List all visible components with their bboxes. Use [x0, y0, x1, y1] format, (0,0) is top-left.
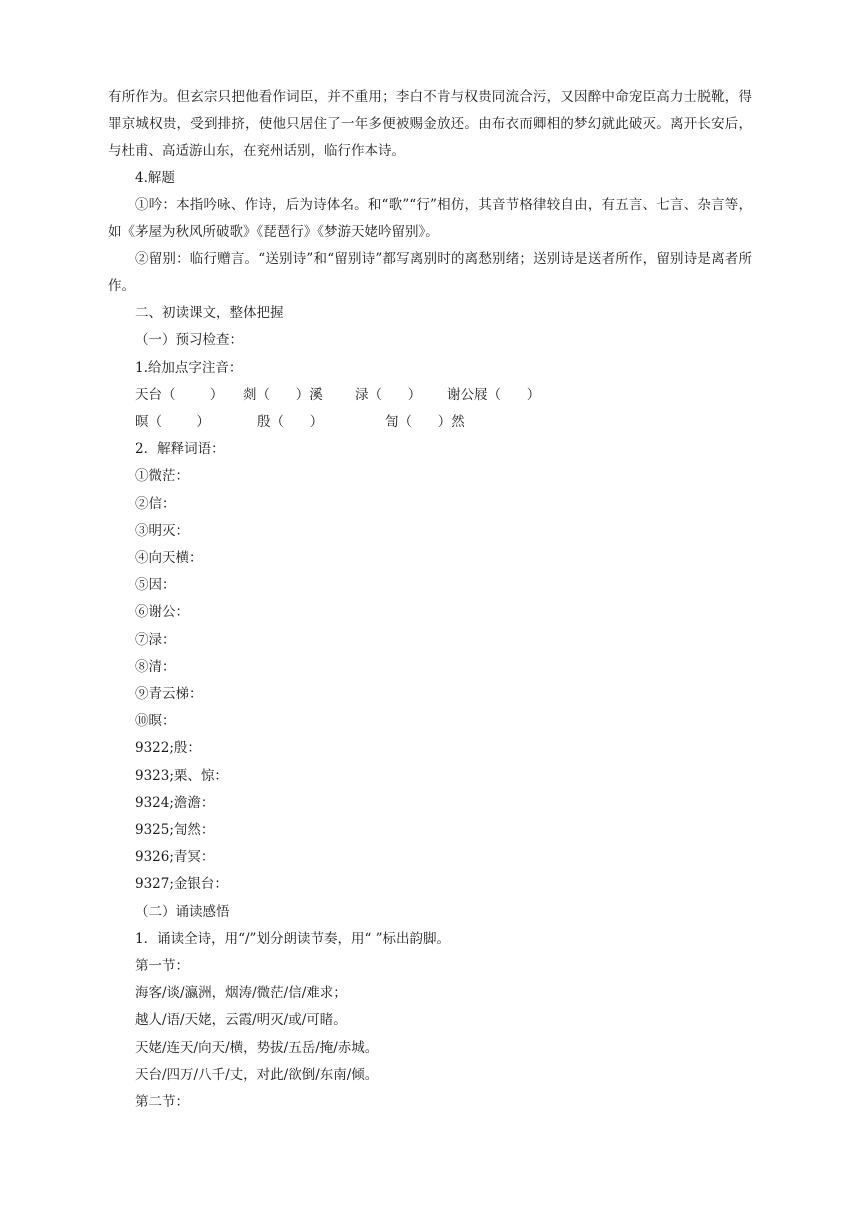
intro-paragraph: 有所作为。但玄宗只把他看作词臣，并不重用；李白不肯与权贵同流合污，又因醉中命宠臣高力士脱靴，得罪京城权贵，受到排挤，使他只居住了一年多便被赐金放还。由布衣而卿相的梦幻就此破灭。离开长安后，与杜甫、高适游山东，在兖州话别，临行作本诗。 — [108, 89, 752, 159]
recite-task: 1．诵读全诗，用“/”划分朗读节奏，用“ ”标出韵脚。 — [135, 930, 451, 947]
vocab-item: ⑥谢公： — [135, 604, 189, 621]
vocab-item: ⑤因： — [135, 577, 176, 594]
preview-check-title: （一）预习检查： — [135, 332, 243, 349]
question-pinyin-title: 1.给加点字注音： — [135, 359, 243, 376]
pinyin-blank: 訇（ ）然 — [385, 414, 465, 431]
pinyin-blank: 殷（ ） — [257, 414, 324, 431]
vocab-item: 9322;殷： — [135, 740, 201, 757]
stanza-1 — [108, 980, 752, 1089]
vocab-item: 9326;青冥： — [135, 849, 215, 866]
recite-section-title: （二）诵读感悟 — [135, 903, 230, 920]
stanza-1-title: 第一节： — [135, 958, 189, 975]
vocab-item: 9325;訇然： — [135, 822, 215, 839]
question-vocab-title: 2．解释词语： — [135, 441, 225, 458]
part-two-title: 二、初读课文，整体把握 — [135, 305, 284, 322]
poem-line: 越人/语/天姥，云霞/明灭/或/可睹。 — [135, 1012, 347, 1029]
vocab-item: ④向天横： — [135, 550, 203, 567]
vocab-item: ⑧清： — [135, 658, 176, 675]
poem-line: 海客/谈/瀛洲，烟涛/微茫/信/难求； — [135, 985, 347, 1002]
explain-yin: ①吟：本指吟咏、作诗，后为诗体名。和“歌”“行”相仿，其音节格律较自由，有五言、七言、杂言等，如《茅屋为秋风所破歌》《琵琶行》《梦游天姥吟留别》。 — [108, 197, 752, 241]
vocab-item: 9324;澹澹： — [135, 794, 215, 811]
vocab-item: 9327;金银台： — [135, 876, 228, 893]
pinyin-blank: 天台（ ） — [135, 386, 224, 403]
vocab-item: 9323;栗、惊： — [135, 767, 228, 784]
pinyin-blank: 暝（ ） — [135, 414, 210, 431]
vocab-item: ③明灭： — [135, 522, 189, 539]
poem-line: 天台/四万/八千/丈，对此/欲倒/东南/倾。 — [135, 1066, 379, 1083]
pinyin-blank: 渌（ ） — [355, 386, 422, 403]
vocab-item: ⑩暝： — [135, 713, 176, 730]
explain-liubie: ②留别：临行赠言。“送别诗”和“留别诗”都写离别时的离愁别绪；送别诗是送者所作，留别诗是离者所作。 — [108, 251, 752, 295]
vocab-item: ②信： — [135, 495, 176, 512]
vocab-list — [108, 463, 752, 898]
vocab-item: ①微茫： — [135, 468, 189, 485]
document-page — [108, 84, 752, 1116]
pinyin-row-1 — [108, 382, 752, 409]
section-title-jieti: 4.解题 — [135, 170, 175, 186]
vocab-item: ⑦渌： — [135, 631, 176, 648]
pinyin-blank: 剡（ ）溪 — [243, 386, 323, 403]
vocab-item: ⑨青云梯： — [135, 686, 203, 703]
pinyin-blank: 谢公屐（ ） — [447, 386, 541, 403]
poem-line: 天姥/连天/向天/横，势拔/五岳/掩/赤城。 — [135, 1039, 379, 1056]
pinyin-row-2 — [108, 409, 752, 436]
stanza-2-title: 第二节： — [135, 1094, 189, 1111]
